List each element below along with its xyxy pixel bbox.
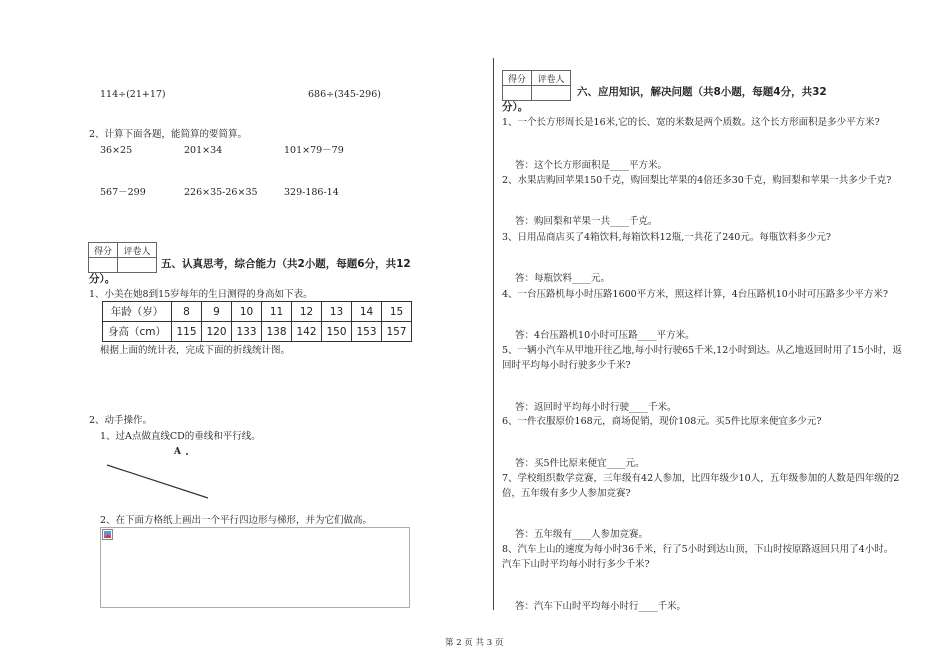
answer-line: 答：4台压路机10小时可压路____平方米。 bbox=[515, 330, 695, 341]
table-cell: 115 bbox=[172, 322, 202, 342]
broken-image-icon bbox=[102, 529, 113, 540]
answer-line: 答：返回时平均每小时行驶____千米。 bbox=[515, 402, 677, 413]
score-box-section6 bbox=[502, 70, 571, 101]
table-cell: 13 bbox=[322, 302, 352, 322]
expr-row2-3: 329-186-14 bbox=[284, 187, 339, 198]
score-cell[interactable] bbox=[503, 86, 532, 101]
table-cell: 150 bbox=[322, 322, 352, 342]
s5-question-1: 1、小美在她8到15岁每年的生日测得的身高如下表。 bbox=[89, 289, 313, 300]
word-problem: 7、学校组织数学竞赛，三年级有42人参加，比四年级少10人，五年级参加的人数是四年级的2 bbox=[502, 473, 900, 484]
word-problem: 1、一个长方形周长是16米,它的长、宽的米数是两个质数。这个长方形面积是多少平方米? bbox=[502, 117, 880, 128]
grader-label: 评卷人 bbox=[118, 243, 157, 258]
grid-paper-box[interactable] bbox=[100, 527, 410, 608]
word-problem: 8、汽车上山的速度为每小时36千米，行了5小时到达山顶，下山时按原路返回只用了4小时。 bbox=[502, 544, 894, 555]
section5-title: 五、认真思考，综合能力（共2小题，每题6分，共12 bbox=[161, 258, 411, 270]
word-problem-cont: 汽车下山时平均每小时行多少千米? bbox=[502, 559, 650, 570]
grader-label: 评卷人 bbox=[532, 71, 571, 86]
word-problem: 3、日用品商店买了4箱饮料,每箱饮料12瓶,一共花了240元。每瓶饮料多少元? bbox=[502, 232, 831, 243]
expr-q1a: 114÷(21+17) bbox=[100, 89, 166, 100]
table-cell: 8 bbox=[172, 302, 202, 322]
expr-row1-1: 36×25 bbox=[100, 145, 133, 156]
table-row-header: 身高（cm） bbox=[103, 322, 172, 342]
section5-title-cont: 分）。 bbox=[89, 273, 116, 285]
answer-line: 答：五年级有____人参加竞赛。 bbox=[515, 529, 649, 540]
answer-line: 答：买5件比原来便宜____元。 bbox=[515, 458, 645, 469]
word-problem: 6、一件衣服原价168元，商场促销，现价108元。买5件比原来便宜多少元? bbox=[502, 416, 822, 427]
page-footer: 第 2 页 共 3 页 bbox=[445, 638, 504, 648]
expr-row1-3: 101×79－79 bbox=[284, 145, 344, 156]
grader-cell[interactable] bbox=[532, 86, 571, 101]
table-cell: 14 bbox=[352, 302, 382, 322]
table-cell: 133 bbox=[232, 322, 262, 342]
expr-row2-2: 226×35-26×35 bbox=[184, 187, 258, 198]
answer-line: 答：这个长方形面积是____平方米。 bbox=[515, 160, 668, 171]
score-label: 得分 bbox=[503, 71, 532, 86]
word-problem-cont: 倍，五年级有多少人参加竞赛? bbox=[502, 488, 631, 499]
section6-title: 六、应用知识，解决问题（共8小题，每题4分，共32 bbox=[577, 86, 827, 98]
answer-line: 答：汽车下山时平均每小时行____千米。 bbox=[515, 601, 687, 612]
answer-line: 答：购回梨和苹果一共____千克。 bbox=[515, 216, 658, 227]
score-label: 得分 bbox=[89, 243, 118, 258]
word-problem: 5、一辆小汽车从甲地开往乙地,每小时行驶65千米,12小时到达。从乙地返回时用了15小时，返 bbox=[502, 345, 902, 356]
table-cell: 138 bbox=[262, 322, 292, 342]
s5-question-2: 2、动手操作。 bbox=[89, 415, 153, 426]
column-divider bbox=[493, 58, 494, 610]
table-cell: 12 bbox=[292, 302, 322, 322]
table-cell: 9 bbox=[202, 302, 232, 322]
expr-row1-2: 201×34 bbox=[184, 145, 223, 156]
table-cell: 11 bbox=[262, 302, 292, 322]
table-cell: 15 bbox=[382, 302, 412, 322]
table-row-header: 年龄（岁） bbox=[103, 302, 172, 322]
table-cell: 142 bbox=[292, 322, 322, 342]
table-cell: 10 bbox=[232, 302, 262, 322]
answer-line: 答：每瓶饮料____元。 bbox=[515, 273, 611, 284]
section6-title-cont: 分）。 bbox=[502, 101, 529, 113]
table-cell: 120 bbox=[202, 322, 232, 342]
word-problem-cont: 回时平均每小时行驶多少千米? bbox=[502, 360, 631, 371]
s5-question-1-note: 根据上面的统计表，完成下面的折线统计图。 bbox=[100, 345, 291, 356]
point-a-label: A bbox=[174, 447, 181, 457]
word-problem: 2、水果店购回苹果150千克，购回梨比苹果的4倍还多30千克，购回梨和苹果一共多少千克? bbox=[502, 175, 892, 186]
table-cell: 157 bbox=[382, 322, 412, 342]
word-problem: 4、一台压路机每小时压路1600平方米，照这样计算，4台压路机10小时可压路多少平方米? bbox=[502, 289, 888, 300]
question-2-title: 2、计算下面各题，能简算的要简算。 bbox=[89, 129, 248, 140]
expr-q1b: 686÷(345-296) bbox=[308, 89, 381, 100]
s5-question-2-1: 1、过A点做直线CD的垂线和平行线。 bbox=[100, 431, 261, 442]
s5-question-2-2: 2、在下面方格纸上画出一个平行四边形与梯形，并为它们做高。 bbox=[100, 515, 373, 526]
table-cell: 153 bbox=[352, 322, 382, 342]
expr-row2-1: 567－299 bbox=[100, 187, 146, 198]
